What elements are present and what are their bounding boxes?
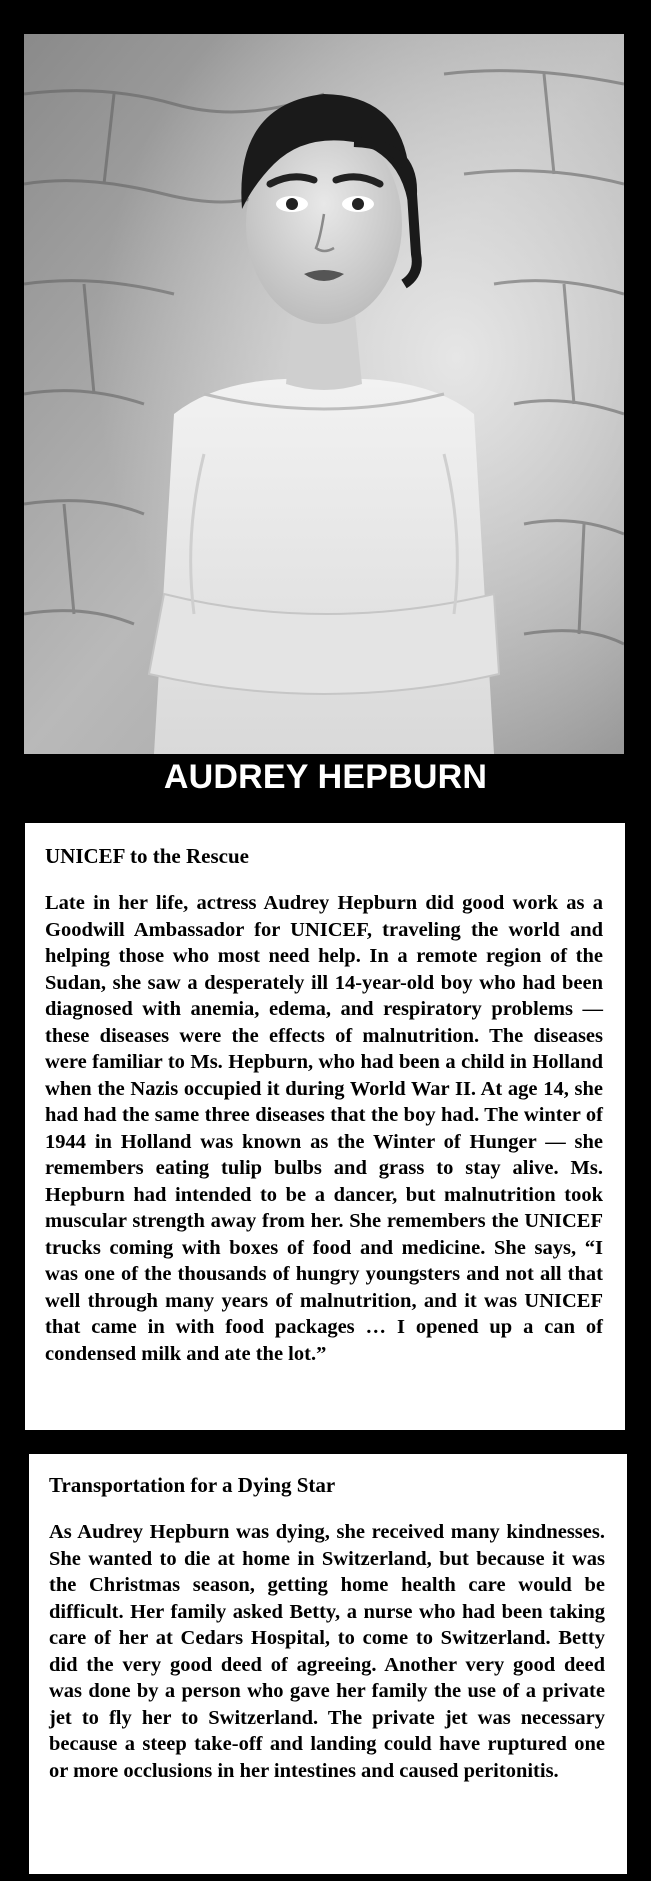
unicef-section [25,823,625,1430]
portrait-photo [24,34,624,754]
transportation-section [29,1454,627,1874]
section-body: Late in her life, actress Audrey Hepburn did good work as a Goodwill Ambassador for UNICEF, traveling the world and helping those who most need help. In a remote region of the Sudan, she saw a desperately ill 14-year-old boy who had been diagnosed with anemia, edema, and respiratory problems — these diseases were the effects of malnutrition. The diseases were familiar to Ms. Hepburn, who had been a child in Holland when the Nazis occupied it during World War II. At age 14, she had had the same three diseases that the boy had. The winter of 1944 in Holland was known as the Winter of Hunger — she remembers eating tulip bulbs and grass to stay alive. Ms. Hepburn had intended to be a dancer, but malnutrition took muscular strength away from her. She remembers the UNICEF trucks coming with boxes of food and medicine. She says, “I was one of the thousands of hungry youngsters and not all that well through many years of malnutrition, and it was UNICEF that came in with food packages … I opened up a can of condensed milk and ate the lot.” [45,892,603,1365]
portrait-illustration [24,34,624,754]
section-title: Transportation for a Dying Star [49,1473,336,1497]
portrait-caption: AUDREY HEPBURN [163,758,488,796]
section-title: UNICEF to the Rescue [45,844,249,868]
section-body: As Audrey Hepburn was dying, she received many kindnesses. She wanted to die at home in Switzerland, but because it was the Christmas season, getting home health care would be difficult. Her family asked Betty, a nurse who had been taking care of her at Cedars Hospital, to come to Switzerland. Betty did the very good deed of agreeing. Another very good deed was done by a person who gave her family the use of a private jet to fly her to Switzerland. The private jet was necessary because a steep take-off and landing could have ruptured one or more occlusions in her intestines and caused peritonitis. [49,1521,605,1782]
